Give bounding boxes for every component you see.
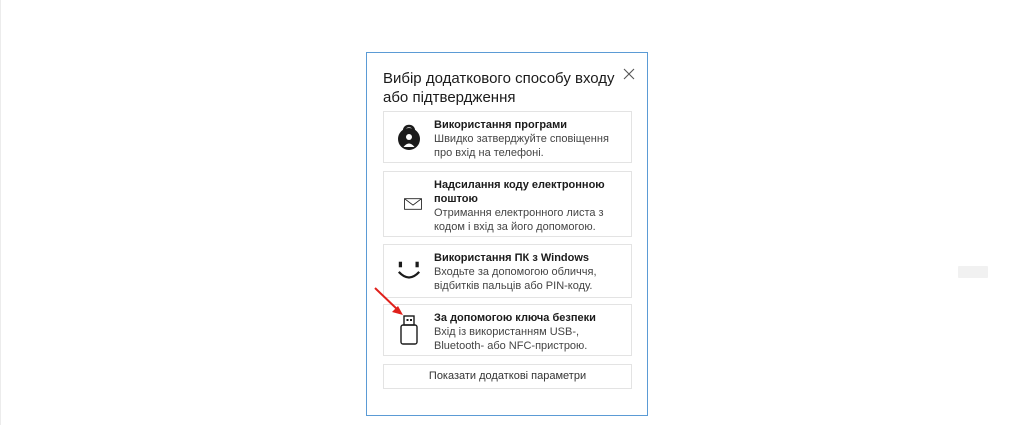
- option-description: Отримання електронного листа з кодом і вхід за його допомогою.: [434, 207, 604, 233]
- option-windows-pc[interactable]: [383, 244, 632, 298]
- option-title: Надсилання коду електронною поштою: [434, 179, 605, 205]
- sign-in-options-dialog: [366, 52, 648, 416]
- option-security-key[interactable]: [383, 304, 632, 356]
- red-arrow-annotation-icon: [372, 285, 406, 319]
- show-more-options-button[interactable]: Показати додаткові параметри: [383, 364, 632, 389]
- lock-person-icon: [396, 112, 422, 162]
- close-icon: [621, 66, 637, 82]
- page-edge: [0, 0, 1, 425]
- option-description: Входьте за допомогою обличчя, відбитків пальців або PIN-коду.: [434, 266, 597, 292]
- close-button[interactable]: [621, 66, 637, 82]
- option-title: За допомогою ключа безпеки: [434, 312, 596, 324]
- option-description: Швидко затверджуйте сповіщення про вхід на телефоні.: [434, 133, 609, 159]
- option-title: Використання ПК з Windows: [434, 252, 590, 264]
- faded-side-label: [958, 266, 988, 278]
- dialog-title: Вибір додаткового способу входу або підтвердження: [383, 70, 615, 106]
- option-email-code[interactable]: [383, 171, 632, 237]
- envelope-icon: [396, 172, 422, 236]
- option-use-app[interactable]: [383, 111, 632, 163]
- option-description: Вхід із використанням USB-, Bluetooth- або NFC-пристрою.: [434, 326, 588, 352]
- option-title: Використання програми: [434, 119, 568, 131]
